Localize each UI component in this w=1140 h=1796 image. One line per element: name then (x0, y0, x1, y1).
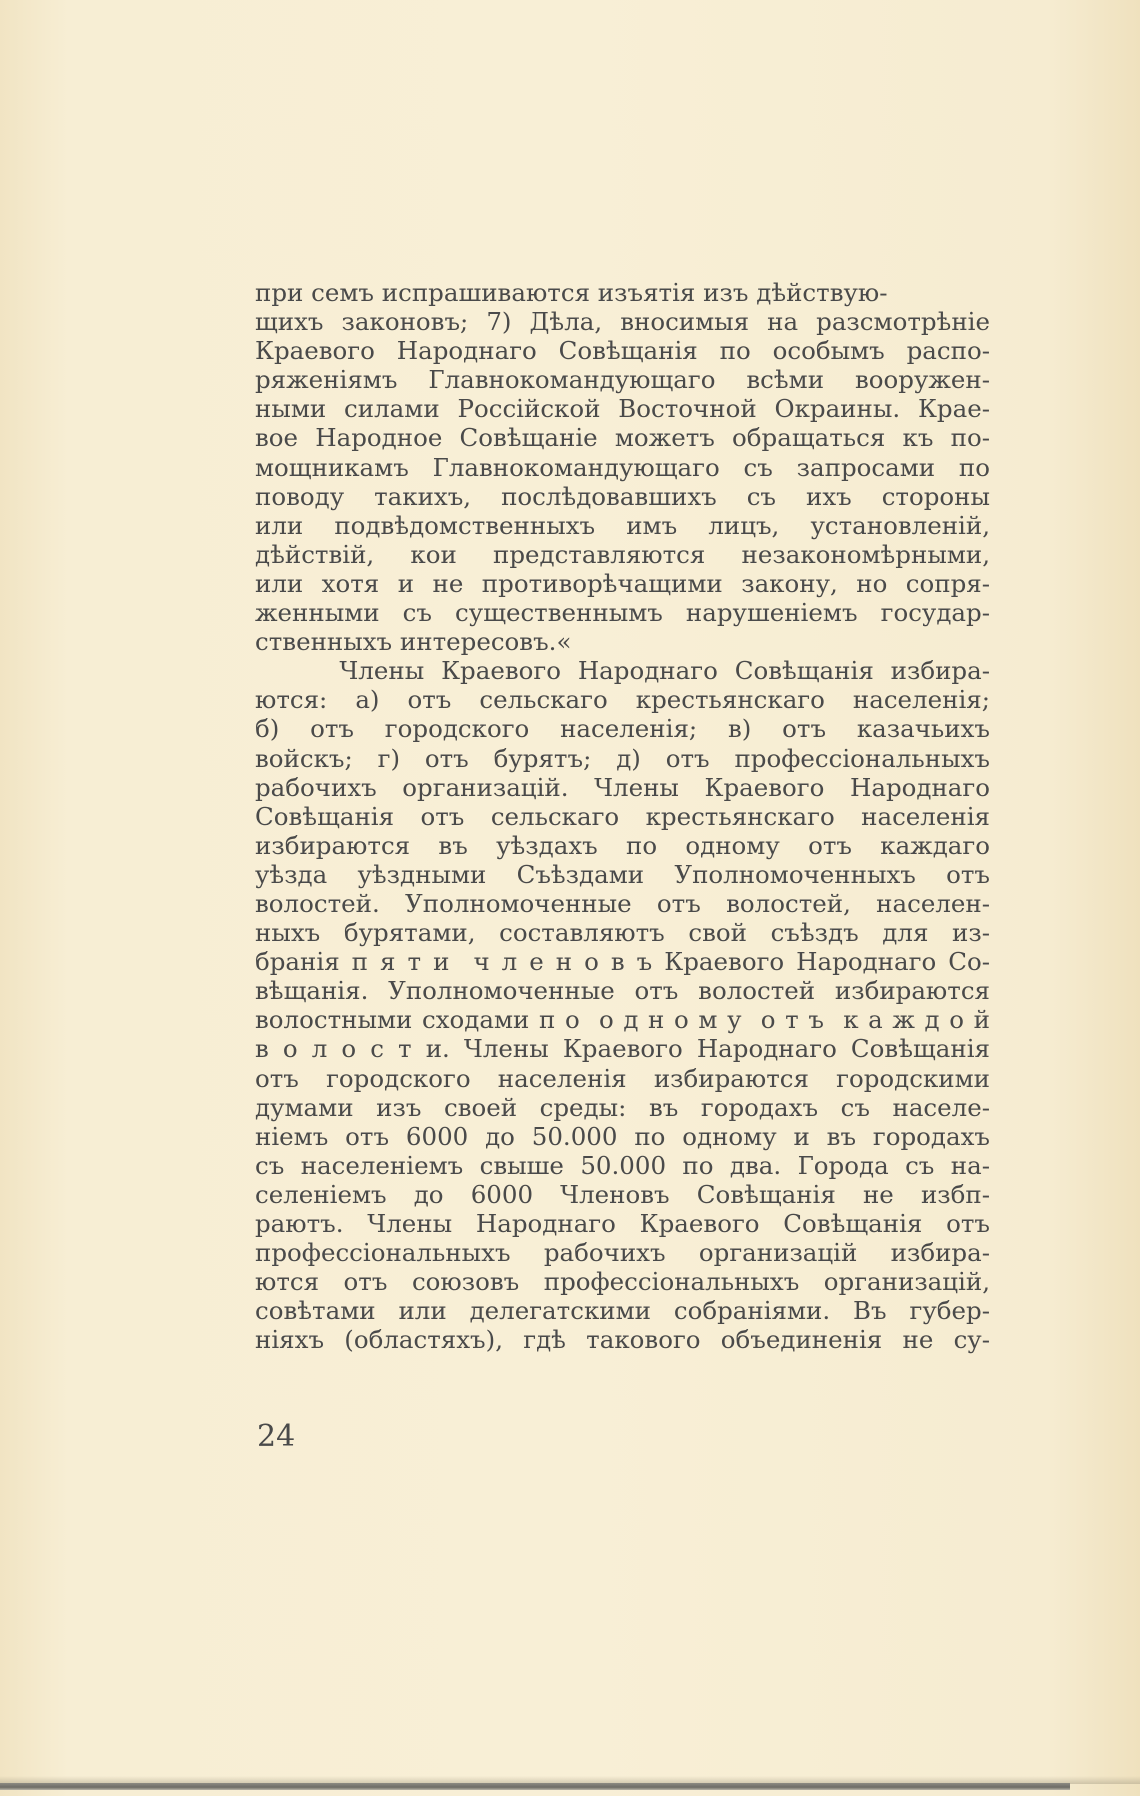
text-line: ются: а) отъ сельскаго крестьянскаго населенія; (255, 685, 990, 715)
text-line: бранія п я т и ч л е н о в ъ Краевого Народнаго Со- (255, 947, 990, 977)
text-line: ряженіямъ Главнокомандующаго всѣми вооружен- (255, 365, 990, 395)
text-line: или хотя и не противорѣчащими закону, но сопря- (255, 568, 990, 598)
text-line: отъ городского населенія избираются городскими (255, 1063, 990, 1093)
text-line: дѣйствій, кои представляются незакономѣрными, (255, 539, 990, 569)
text-line: уѣзда уѣздными Съѣздами Уполномоченныхъ отъ (255, 859, 990, 889)
text-line: съ населеніемъ свыше 50.000 по два. Города съ на- (255, 1150, 990, 1180)
text-line: Совѣщанія отъ сельскаго крестьянскаго населенія (255, 801, 990, 831)
text-line: ются отъ союзовъ профессіональныхъ организацій, (255, 1267, 990, 1297)
text-line: ными силами Россійской Восточной Окраины. Крае- (255, 394, 990, 424)
text-line: в о л о с т и. Члены Краевого Народнаго Совѣщанія (255, 1034, 990, 1064)
text-line: рабочихъ организацій. Члены Краевого Народнаго (255, 772, 990, 802)
text-line: ніяхъ (областяхъ), гдѣ такового объединенія не су- (255, 1325, 990, 1355)
text-line: Члены Краевого Народнаго Совѣщанія избира- (255, 656, 990, 686)
text-line: избираются въ уѣздахъ по одному отъ каждаго (255, 830, 990, 860)
text-line: совѣтами или делегатскими собраніями. Въ губер- (255, 1296, 990, 1326)
text-line: б) отъ городского населенія; в) отъ казачьихъ (255, 714, 990, 744)
text-line: селеніемъ до 6000 Членовъ Совѣщанія не избп- (255, 1179, 990, 1209)
text-line: волостными сходами п о о д н о м у о т ъ к а ж д о й (255, 1005, 990, 1035)
text-line: раютъ. Члены Народнаго Краевого Совѣщанія отъ (255, 1209, 990, 1238)
page-number: 24 (257, 1419, 296, 1454)
text-line: думами изъ своей среды: въ городахъ съ населе- (255, 1092, 990, 1122)
text-line: поводу такихъ, послѣдовавшихъ съ ихъ стороны (255, 481, 990, 511)
text-line: при семъ испрашиваются изъятія изъ дѣйствую- (255, 278, 888, 307)
text-line: Краевого Народнаго Совѣщанія по особымъ распо- (255, 336, 990, 366)
text-line: или подвѣдомственныхъ имъ лицъ, установленій, (255, 510, 990, 540)
text-line: мощникамъ Главнокомандующаго съ запросами по (255, 452, 990, 482)
text-line: ственныхъ интересовъ.« (255, 627, 572, 657)
text-line: вѣщанія. Уполномоченные отъ волостей избираются (255, 976, 990, 1006)
text-line: щихъ законовъ; 7) Дѣла, вносимыя на разсмотрѣніе (255, 307, 990, 337)
text-line: войскъ; г) отъ бурятъ; д) отъ профессіональныхъ (255, 743, 990, 773)
text-line: профессіональныхъ рабочихъ организацій избира- (255, 1238, 990, 1268)
text-line: волостей. Уполномоченные отъ волостей, населен- (255, 888, 990, 918)
page-bottom-edge (0, 1783, 1070, 1790)
text-line: женными съ существеннымъ нарушеніемъ государ- (255, 598, 990, 628)
text-line: ніемъ отъ 6000 до 50.000 по одному и въ городахъ (255, 1121, 990, 1151)
text-line: вое Народное Совѣщаніе можетъ обращаться къ по- (255, 423, 990, 453)
text-line: ныхъ бурятами, составляютъ свой съѣздъ для из- (255, 918, 990, 948)
body-text (255, 278, 990, 1354)
